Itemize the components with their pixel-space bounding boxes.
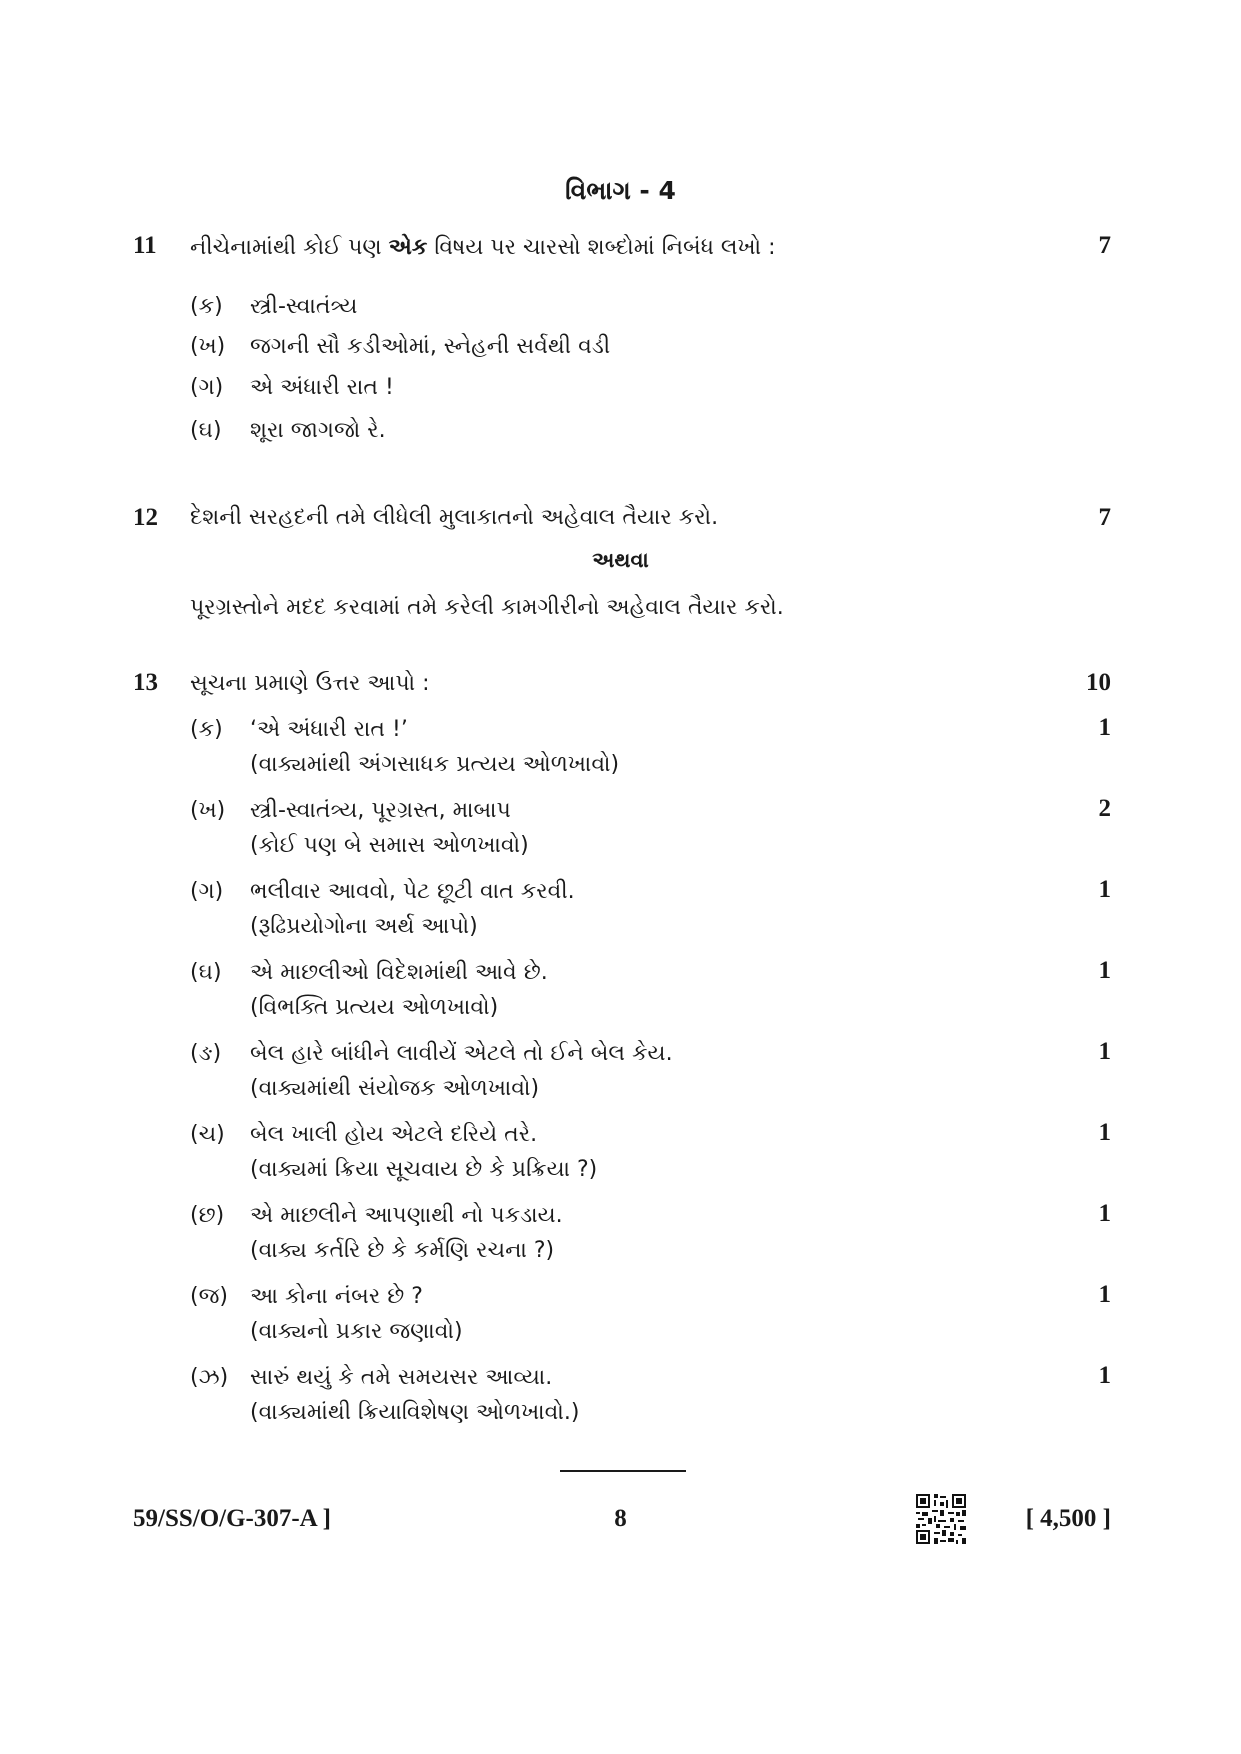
part-marks: 1: [1098, 714, 1111, 741]
part-label: (ચ): [190, 1122, 225, 1147]
question-11-text: [190, 235, 776, 260]
part-text: સારું થયું કે તમે સમયસર આવ્યા.: [250, 1365, 553, 1390]
part-text: એ માછલીને આપણાથી નો પકડાય.: [250, 1203, 563, 1228]
question-11-marks: 7: [1098, 232, 1111, 259]
question-11-option: [190, 418, 386, 443]
option-text: જગની સૌ કડીઓમાં, સ્નેહની સર્વથી વડી: [250, 334, 611, 359]
question-11-option: [190, 334, 610, 359]
question-11-text-a: નીચેનામાંથી કોઈ પણ: [190, 235, 389, 260]
part-label: (ક): [190, 717, 223, 742]
question-13-text: સૂચના પ્રમાણે ઉત્તર આપો :: [190, 671, 430, 696]
part-marks: 1: [1098, 1362, 1111, 1389]
part-text: બેલ હારે બાંધીને લાવીયેં એટલે તો ઈને બેલ કેય.: [250, 1041, 673, 1066]
part-instruction: (રૂઢિપ્રયોગોના અર્થ આપો): [250, 914, 478, 939]
part-text: એ માછલીઓ વિદેશમાંથી આવે છે.: [250, 960, 548, 985]
part-marks: 1: [1098, 1281, 1111, 1308]
part-label: (છ): [190, 1203, 225, 1228]
qr-code-icon: [916, 1494, 966, 1544]
part-text: ‘એ અંધારી રાત !’: [250, 717, 408, 742]
part-label: (ગ): [190, 879, 224, 904]
part-label: (જ): [190, 1284, 228, 1309]
part-marks: 1: [1098, 1038, 1111, 1065]
option-label: (ઘ): [190, 418, 222, 443]
question-13-number: 13: [133, 669, 158, 696]
part-text: ભલીવાર આવવો, પેટ છૂટી વાત કરવી.: [250, 879, 575, 904]
part-marks: 1: [1098, 957, 1111, 984]
question-12-alt-text: પૂરગ્રસ્તોને મદદ કરવામાં તમે કરેલી કામગીરીનો અહેવાલ તૈયાર કરો.: [190, 595, 784, 620]
question-11-text-b: વિષય પર ચારસો શબ્દોમાં નિબંધ લખો :: [427, 235, 776, 260]
option-label: (ગ): [190, 375, 224, 400]
question-11-option: [190, 294, 357, 319]
part-instruction: (વાક્યનો પ્રકાર જણાવો): [250, 1319, 463, 1344]
part-instruction: (વાક્યમાં ક્રિયા સૂચવાય છે કે પ્રક્રિયા ?): [250, 1157, 598, 1182]
page-number: 8: [614, 1505, 627, 1532]
part-label: (ઝ): [190, 1365, 229, 1390]
question-12-text: દેશની સરહદની તમે લીધેલી મુલાકાતનો અહેવાલ તૈયાર કરો.: [190, 505, 719, 530]
question-12-number: 12: [133, 504, 158, 531]
part-marks: 1: [1098, 1119, 1111, 1146]
question-11-text-bold: એક: [388, 235, 428, 260]
part-marks: 1: [1098, 876, 1111, 903]
option-text: સ્ત્રી-સ્વાતંત્ર્ય: [250, 294, 358, 319]
part-text: સ્ત્રી-સ્વાતંત્ર્ય, પૂરગ્રસ્ત, માબાપ: [250, 798, 511, 823]
option-label: (ખ): [190, 334, 226, 359]
part-label: (ઘ): [190, 960, 222, 985]
option-label: (ક): [190, 294, 223, 319]
section-title: વિભાગ - 4: [565, 176, 676, 205]
question-11-option: [190, 375, 394, 400]
question-13-marks: 10: [1086, 669, 1111, 696]
part-label: (ઙ): [190, 1041, 222, 1066]
part-instruction: (વાક્યમાંથી ક્રિયાવિશેષણ ઓળખાવો.): [250, 1400, 580, 1425]
or-separator: અથવા: [592, 548, 649, 572]
part-instruction: (વિભક્તિ પ્રત્યય ઓળખાવો): [250, 995, 499, 1020]
paper-code: 59/SS/O/G-307-A ]: [133, 1505, 331, 1532]
part-instruction: (વાક્ય કર્તરિ છે કે કર્મણિ રચના ?): [250, 1238, 555, 1263]
part-instruction: (વાક્યમાંથી અંગસાધક પ્રત્યય ઓળખાવો): [250, 752, 620, 777]
part-instruction: (વાક્યમાંથી સંયોજક ઓળખાવો): [250, 1076, 540, 1101]
copies-count: [ 4,500 ]: [1025, 1505, 1111, 1532]
part-label: (ખ): [190, 798, 226, 823]
option-text: એ અંધારી રાત !: [250, 375, 394, 400]
question-11-number: 11: [133, 232, 157, 259]
option-text: શૂરા જાગજો રે.: [250, 418, 386, 443]
part-marks: 1: [1098, 1200, 1111, 1227]
end-rule: [560, 1470, 686, 1472]
part-instruction: (કોઈ પણ બે સમાસ ઓળખાવો): [250, 833, 529, 858]
part-text: બેલ ખાલી હોય એટલે દરિયે તરે.: [250, 1122, 538, 1147]
part-text: આ કોના નંબર છે ?: [250, 1284, 423, 1309]
part-marks: 2: [1098, 795, 1111, 822]
question-12-marks: 7: [1098, 504, 1111, 531]
